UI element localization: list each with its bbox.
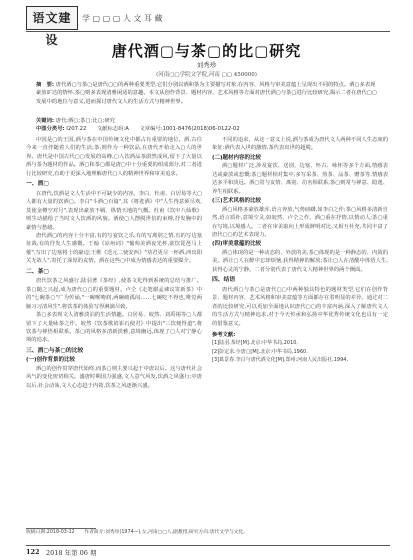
article-title: 唐代酒▢与茶▢的比▢研究 — [111, 42, 302, 60]
clc-label: 中图分类号: — [36, 126, 65, 132]
footnote: 收稿日期:2018-03-12 作者简介:刘秀珍(1974—),女,河南▢▢人,副教授,研究方向:唐代文学与文化。 — [26, 530, 249, 535]
paragraph: 中国是▢的王国,酒与茶在中国传统文化中都占有重要的地位。酒,古往今来一直伴随着人们的生活;茶,则作为一种饮品,在唐代开始走入▢人的世界。唐代是中国古代▢▢发展的高峰,▢人饮酒品茶蔚然成风,留下了大量以酒与茶为题材的作品。酒▢和茶▢都是唐▢中十分重要的组成部分,对二者进行比较研究,有助于更深入地理解唐代▢人的精神世界和审美追求。 — [26, 137, 202, 177]
abstract — [36, 81, 378, 115]
keywords-text: 唐代;酒▢;茶▢;比▢;研究 — [55, 118, 115, 124]
classification — [36, 125, 378, 133]
paragraph: 唐代酒▢与茶▢是唐代▢▢中两种独具特色的题材类型,它们在创作背景、题材内容、艺术风格和审美意蕴等方面都存在着明显的差异。通过对二者的比较研究,可以更加全面地认识唐代▢▢的丰富内涵,深入了解唐代文人的生活方式与精神追求,对于今天传承和弘扬中华优秀传统文化也具有一定的借鉴意义。 — [212, 286, 388, 327]
abstract-text: 唐代酒▢与茶▢是唐代▢▢的两种重要类型,它们分别以酒和茶为主要描写对象,在内容、风格与审美意蕴上呈现出不同的特点。酒▢多表现豪放旷达的情怀,茶▢则多表现清雅闲适的意趣。本文从创作背景、题材内容、艺术风格等方面对唐代酒▢与茶▢进行比较研究,揭示二者在唐代▢▢发展中的地位与意义,进而探讨唐代文人的生活方式与精神世界。 — [36, 82, 377, 105]
issue-label: 2018 年第 06 期 — [46, 549, 97, 557]
article-affiliation: (河南▢▢学院文学院,河南 ▢▢ 450000) — [156, 72, 257, 78]
subsection-heading: (一)创作背景的比较 — [26, 357, 76, 364]
paragraph: 酒▢题材广泛,涉及宴饮、送别、边塞、怀古、咏怀等多个方面,情感表达或豪放或悲慨;茶▢题材相对集中,多写采茶、煎茶、品茶、赠茶等,情感表达多平和淡远。酒▢常与友情、离别、功名相联系,茶▢则常与禅意、隐逸、养生相联系。 — [212, 163, 388, 195]
header-rule — [26, 31, 390, 32]
article-author: 刘秀珍 — [196, 61, 217, 69]
section-heading: 二、茶▢ — [26, 268, 49, 275]
subsection-heading: (三)艺术风格的比较 — [212, 198, 262, 205]
section-heading: 四、结语 — [212, 277, 236, 284]
paragraph: 在唐代,饮酒是文人生活中不可缺少的内容。李白、杜甫、白居易等大▢人都有大量的饮酒▢。李白"斗酒▢百篇",其《将进酒》中"人生得意须尽欢,莫使金樽空对月",表现出豪放不羁、纵情天地的气概。杜甫《饮中八仙歌》则生动描绘了当时文人饮酒的风貌。酒使▢人摆脱世俗的束缚,抒发胸中的豪情与愁绪。 — [26, 190, 202, 231]
paragraph: 酒▢的创作贯穿唐代始终,而茶▢则主要兴起于中唐以后。这与唐代社会风气的变化密切相关。盛唐时期国力强盛,文人意气风发,饮酒之风盛行;中唐以后,社会动荡,文人心态趋于内敛,饮茶之风逐渐兴盛。 — [26, 365, 202, 389]
section-tag: 学 ▢ ▢ ▢ 人 文 耳 藏 — [82, 14, 163, 23]
section-heading: 三、酒▢与茶▢的比较 — [26, 347, 84, 354]
paragraph: 不同的追求。从这一意义上说,酒与茶成为唐代文人两种不同人生态度的象征:酒代表入世的激情,茶代表出世的超脱。 — [212, 137, 388, 152]
clc-text: I207.22 文献标志码:A 文章编号:1001-8476(2018)06-0122-02 — [66, 126, 240, 132]
subsection-heading: (四)审美意蕴的比较 — [212, 241, 262, 248]
reference-item: [3]葛景春.李白与唐代酒文化[M].郑州:河南人民出版社,1994. — [212, 357, 349, 364]
body-column-right — [212, 136, 388, 528]
section-heading: 一、酒▢ — [26, 181, 49, 188]
paragraph: 唐代饮茶之风盛行,陆羽著《茶经》,使茶文化得到系统的总结与推广。茶▢随之兴起,成为唐代▢▢的重要题材。卢仝《走笔谢孟谏议寄新茶》中的"七碗茶▢"广为传诵,"一碗喉吻润,两碗破孤闷……七碗吃不得也,唯觉两腋习习清风生",将饮茶的体验写得淋漓尽致。 — [26, 278, 202, 310]
keywords-label: 关键词: — [36, 118, 55, 124]
page-number: 122 — [26, 548, 40, 556]
paragraph: 酒▢体现的是一种动态的、外放的美,茶▢体现的是一种静态的、内敛的美。酒让▢人在醉中忘却烦恼,获得精神的解放;茶让▢人在清醒中体悟人生,获得心灵的宁静。二者分别代表了唐代文人精神世界的两个侧面。 — [212, 249, 388, 273]
reference-item: [2]彭定求.全唐▢[M].北京:中华书局,1960. — [212, 348, 308, 355]
journal-logo: 语文建设 — [26, 6, 78, 30]
footnote-rule — [26, 528, 96, 529]
body-column-left — [26, 136, 202, 528]
paragraph: 酒▢风格多豪放雄浑,语言奔放,气势磅礴,如李白之作;茶▢风格多清新自然,语言质朴,意境空灵,如皎然、卢仝之作。酒▢重在抒情,以情动人;茶▢重在写境,以境感人。二者在审美取向上形成鲜明对比,又相互补充,共同丰富了唐代▢▢的艺术表现力。 — [212, 206, 388, 238]
subsection-heading: (二)题材内容的比较 — [212, 154, 262, 161]
footer-rule — [26, 545, 390, 546]
paragraph: 唐代酒▢的内容十分丰富,有的写宴饮之乐,有的写离别之情,有的写边塞征战,有的抒发人生感慨。王翰《凉州词》"葡萄美酒夜光杯,欲饮琵琶马上催",写出了边塞将士的豪迈;王维《送元二使安西》"劝君更尽一杯酒,西出阳关无故人",寄托了深厚的友情。酒在这些▢中成为情感表达的重要媒介。 — [26, 232, 202, 265]
reference-item: [1]陆羽.茶经[M].北京:中华书局,2010. — [212, 340, 299, 347]
references-heading: 参考文献: — [212, 331, 236, 338]
paragraph: 茶▢多表现文人清雅淡泊的生活情趣。白居易、皎然、刘禹锡等▢人都留下了大量咏茶之作。皎然《饮茶歌诮崔石使君》中提出"三饮便得道",将饮茶与禅悟相联系。茶▢的风格多清新淡雅,意境幽远,体现了▢人对宁静心境的追求。 — [26, 312, 202, 344]
abstract-label: 摘 要: — [36, 82, 55, 88]
